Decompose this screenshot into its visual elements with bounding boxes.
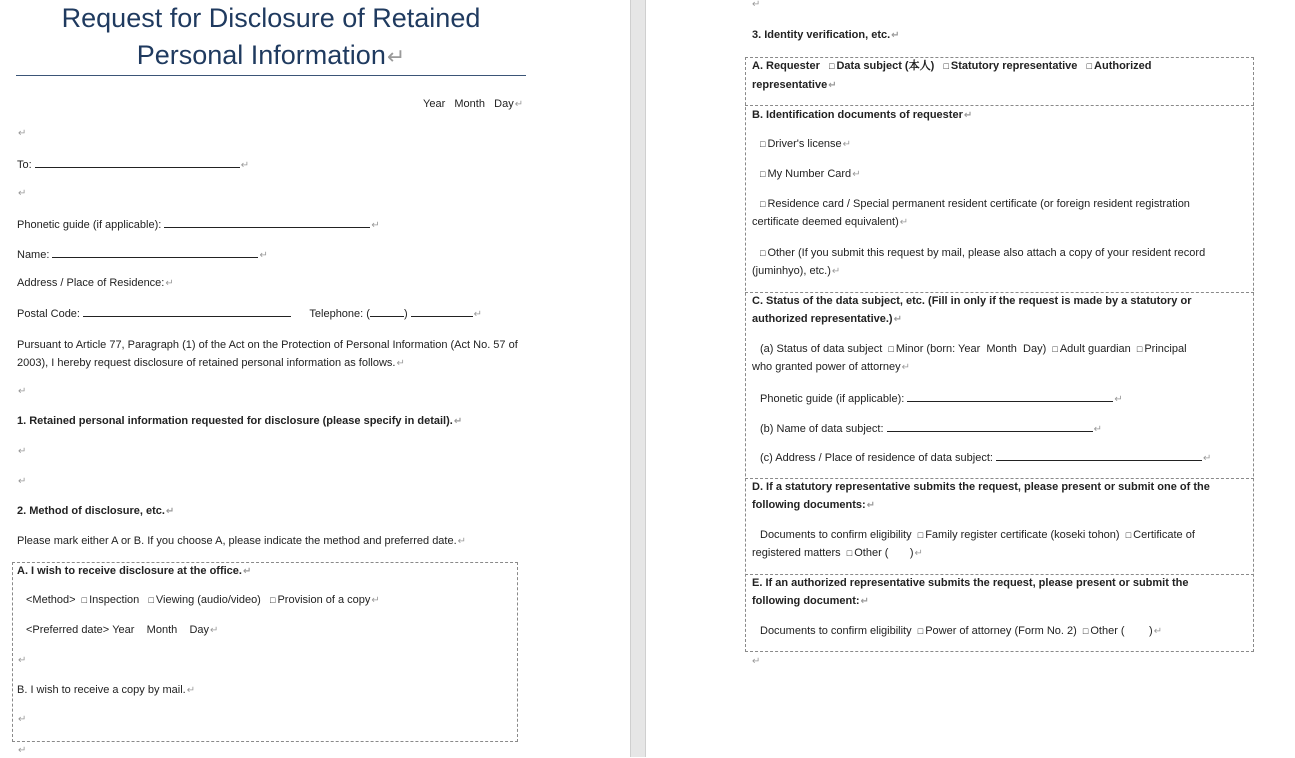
section-1-heading: 1. Retained personal information requested for disclosure (please specify in detail).↵: [17, 415, 463, 427]
option-a-heading: A. I wish to receive disclosure at the office.↵: [17, 565, 252, 577]
address-label: Address / Place of Residence:↵: [17, 277, 174, 289]
checkbox-other-id[interactable]: □: [760, 248, 766, 258]
paragraph-mark: ↵: [386, 44, 406, 69]
telephone-blank[interactable]: [411, 305, 473, 317]
data-subject-address-blank[interactable]: [996, 449, 1202, 461]
empty-paragraph: ↵: [18, 386, 27, 397]
section-3-heading: 3. Identity verification, etc.↵: [752, 29, 900, 41]
box-separator: [745, 574, 1254, 575]
empty-paragraph: ↵: [752, 0, 761, 10]
title-underline: [16, 75, 526, 76]
document-title-line-1: Request for Disclosure of Retained: [61, 3, 481, 33]
empty-paragraph: ↵: [18, 655, 27, 666]
document-page-2: [646, 0, 1295, 757]
status-of-data-subject: (a) Status of data subject □ Minor (born: Year Month Day) □ Adult guardian □ Principal: [760, 343, 1187, 355]
section-2-instruction: Please mark either A or B. If you choose A, please indicate the method and preferred date.↵: [17, 535, 467, 547]
data-subject-name-blank[interactable]: [887, 420, 1093, 432]
option-other-id-line-2: (juminhyo), etc.)↵: [752, 265, 841, 277]
status-of-data-subject-line-2: who granted power of attorney↵: [752, 361, 910, 373]
checkbox-drivers-license[interactable]: □: [760, 139, 766, 149]
section-a-line-2: representative↵: [752, 79, 837, 91]
checkbox-other-statutory-document[interactable]: □: [846, 548, 853, 558]
section-e-heading: E. If an authorized representative submits the request, please present or submit the: [752, 577, 1189, 589]
checkbox-other-authorized-document[interactable]: □: [1082, 626, 1089, 636]
name-blank[interactable]: [52, 246, 258, 258]
checkbox-viewing[interactable]: □: [148, 595, 154, 605]
data-subject-phonetic-field[interactable]: Phonetic guide (if applicable): ↵: [760, 390, 1123, 407]
preferred-date-line[interactable]: <Preferred date> Year Month Day↵: [26, 624, 219, 636]
option-b-text: B. I wish to receive a copy by mail.↵: [17, 684, 196, 696]
statutory-documents-line-2: registered matters □ Other ( )↵: [752, 547, 923, 559]
name-field[interactable]: Name: ↵: [17, 246, 268, 263]
section-d-heading-line-2: following documents:↵: [752, 499, 876, 511]
empty-paragraph: ↵: [752, 656, 761, 667]
phonetic-field[interactable]: Phonetic guide (if applicable): ↵: [17, 216, 380, 233]
empty-paragraph: ↵: [18, 188, 27, 199]
section-c-heading: C. Status of the data subject, etc. (Fill in only if the request is made by a statutory or: [752, 295, 1192, 307]
checkbox-family-register[interactable]: □: [917, 530, 924, 540]
data-subject-phonetic-blank[interactable]: [907, 390, 1113, 402]
authorized-documents-line: Documents to confirm eligibility □ Power of attorney (Form No. 2) □ Other ( )↵: [760, 625, 1163, 637]
section-2-heading: 2. Method of disclosure, etc.↵: [17, 505, 175, 517]
checkbox-principal[interactable]: □: [1136, 344, 1143, 354]
option-my-number-card[interactable]: □ My Number Card↵: [760, 168, 861, 180]
checkbox-provision-copy[interactable]: □: [270, 595, 276, 605]
checkbox-statutory-representative[interactable]: □: [943, 61, 949, 71]
pursuant-paragraph: Pursuant to Article 77, Paragraph (1) of the Act on the Protection of Personal Information (Act No. 57 of 2003), I hereby request disclosure of retained personal information as follows.↵: [17, 339, 518, 369]
method-line: <Method> □ Inspection □ Viewing (audio/video) □ Provision of a copy↵: [26, 594, 380, 606]
to-field[interactable]: To: ↵: [17, 156, 249, 173]
box-separator: [745, 105, 1254, 106]
checkbox-data-subject[interactable]: □: [829, 61, 835, 71]
checkbox-residence-card[interactable]: □: [760, 199, 766, 209]
section-a-requester: A. Requester □ Data subject (本人) □ Statutory representative □ Authorized: [752, 60, 1152, 72]
section-b-heading: B. Identification documents of requester↵: [752, 109, 973, 121]
empty-paragraph: ↵: [18, 745, 27, 756]
box-separator: [745, 292, 1254, 293]
empty-paragraph: ↵: [18, 128, 27, 139]
checkbox-power-of-attorney[interactable]: □: [917, 626, 924, 636]
option-other-id[interactable]: □ Other (If you submit this request by mail, please also attach a copy of your resident record: [760, 247, 1206, 259]
empty-paragraph: ↵: [18, 714, 27, 725]
disclosure-method-box: [12, 562, 518, 742]
phonetic-blank[interactable]: [164, 216, 370, 228]
option-drivers-license[interactable]: □ Driver's license↵: [760, 138, 852, 150]
empty-paragraph: ↵: [18, 476, 27, 487]
section-e-heading-line-2: following document:↵: [752, 595, 869, 607]
checkbox-adult-guardian[interactable]: □: [1052, 344, 1058, 354]
section-c-heading-line-2: authorized representative.)↵: [752, 313, 902, 325]
checkbox-certificate-registered-matters[interactable]: □: [1125, 530, 1132, 540]
postal-telephone-line[interactable]: Postal Code: Telephone: ( ) ↵: [17, 305, 482, 322]
checkbox-authorized-representative[interactable]: □: [1086, 61, 1093, 71]
section-d-heading: D. If a statutory representative submits the request, please present or submit one of the: [752, 481, 1210, 493]
data-subject-address-field[interactable]: (c) Address / Place of residence of data subject: ↵: [760, 449, 1211, 466]
data-subject-name-field[interactable]: (b) Name of data subject: ↵: [760, 420, 1102, 437]
option-residence-card-line-2: certificate deemed equivalent)↵: [752, 216, 909, 228]
area-code-blank[interactable]: [370, 305, 404, 317]
postal-blank[interactable]: [83, 305, 291, 317]
checkbox-inspection[interactable]: □: [81, 595, 88, 605]
date-line: Year Month Day↵: [423, 98, 524, 110]
page-gutter: [630, 0, 646, 757]
empty-paragraph: ↵: [18, 446, 27, 457]
document-title-line-2: Personal Information↵: [136, 40, 406, 70]
checkbox-minor[interactable]: □: [888, 344, 894, 354]
checkbox-my-number-card[interactable]: □: [760, 169, 766, 179]
to-blank[interactable]: [35, 156, 240, 168]
box-separator: [745, 478, 1254, 479]
statutory-documents-line: Documents to confirm eligibility □ Family register certificate (koseki tohon) □ Certificate of: [760, 529, 1195, 541]
option-residence-card[interactable]: □ Residence card / Special permanent resident certificate (or foreign resident registration: [760, 198, 1190, 210]
document-page-1: [0, 0, 630, 757]
